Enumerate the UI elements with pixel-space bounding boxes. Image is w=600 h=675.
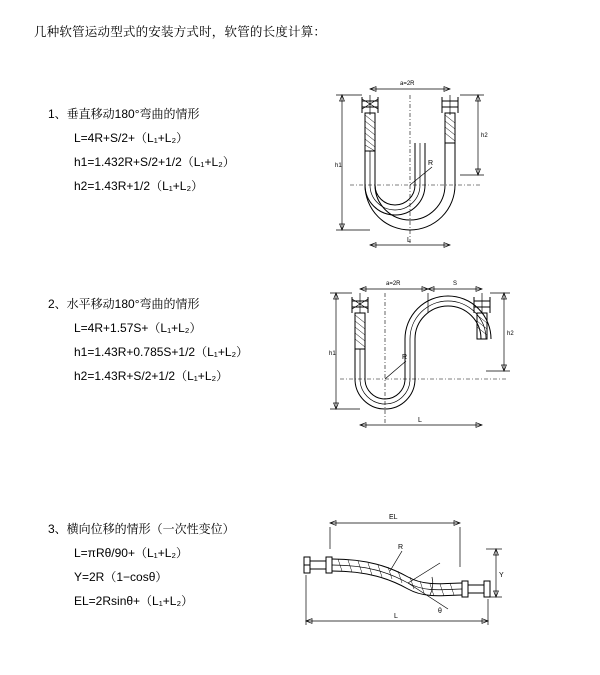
section-title-1: 1、垂直移动180°弯曲的情形 [48, 107, 200, 121]
formula-1-1: L=4R+S/2+（L₁+L₂） [74, 131, 189, 145]
label-a-2r-2: a=2R [386, 281, 401, 287]
diagram-lateral-offset [290, 505, 520, 635]
formula-1-2: h1=1.432R+S/2+1/2（L₁+L₂） [74, 155, 235, 169]
label-L-3: L [394, 613, 398, 620]
formula-2-3: h2=1.43R+S/2+1/2（L₁+L₂） [74, 369, 229, 383]
label-radius-1: R [428, 160, 434, 167]
label-EL-3: EL [389, 514, 398, 521]
label-radius-3: R [398, 544, 404, 551]
label-Y-3: Y [499, 572, 504, 579]
label-theta-3: θ [438, 608, 442, 615]
label-h1-1: h1 [335, 163, 342, 169]
formula-3-1: L=πRθ/90+（L₁+L₂） [74, 546, 189, 560]
section-title-3: 3、横向位移的情形（一次性变位） [48, 522, 235, 536]
formula-block-3 [48, 520, 308, 616]
label-s-2: S [453, 281, 458, 287]
section-title-2: 2、水平移动180°弯曲的情形 [48, 297, 200, 311]
formula-2-1: L=4R+1.57S+（L₁+L₂） [74, 321, 202, 335]
label-L-1: L [407, 237, 411, 244]
label-h2-2: h2 [507, 331, 514, 337]
label-h2-1: h2 [481, 133, 488, 139]
label-L-2: L [418, 417, 422, 424]
formula-3-2: Y=2R（1−cosθ） [74, 570, 168, 584]
formula-block-2 [48, 295, 308, 391]
diagram-vertical-180 [310, 75, 520, 275]
label-radius-2: R [402, 354, 408, 361]
label-h1-2: h1 [329, 351, 336, 357]
page-title: 几种软管运动型式的安装方式时，软管的长度计算： [34, 25, 327, 39]
label-a-2r: a=2R [400, 81, 415, 87]
formula-3-3: EL=2Rsinθ+（L₁+L₂） [74, 594, 194, 608]
formula-block-1 [48, 105, 308, 201]
formula-1-3: h2=1.43R+1/2（L₁+L₂） [74, 179, 204, 193]
formula-2-2: h1=1.43R+0.785S+1/2（L₁+L₂） [74, 345, 249, 359]
diagram-horizontal-180 [310, 275, 520, 455]
